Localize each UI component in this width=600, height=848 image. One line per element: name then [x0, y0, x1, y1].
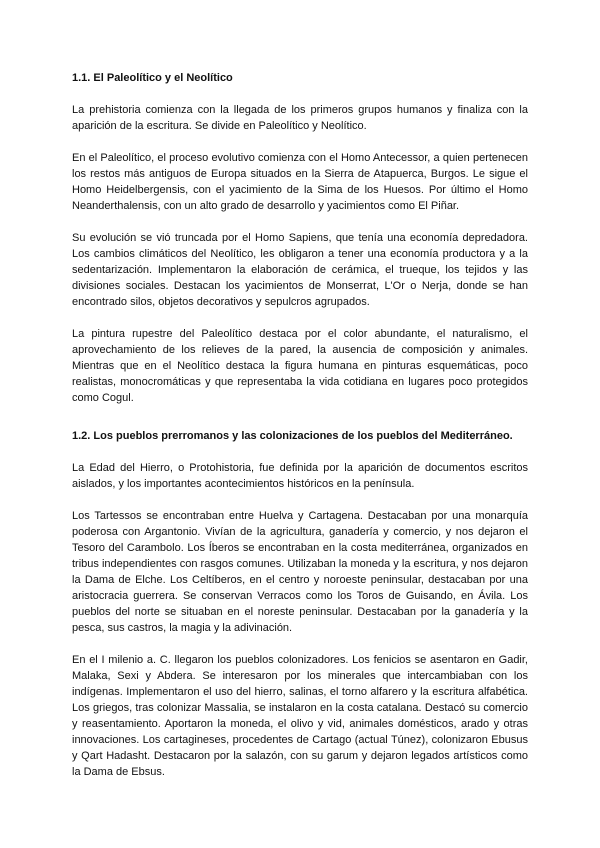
section-heading-paleolitico-neolitico: 1.1. El Paleolítico y el Neolítico	[72, 72, 233, 84]
paragraph-pueblos-indigenas: Los Tartessos se encontraban entre Huelva y Cartagena. Destacaban por una monarquía poderosa con Argantonio. Vivían de la agricultura, ganadería y comercio, y nos dejaron el Tesoro del Carambolo. Los Íberos se encontraban en la costa mediterránea, organizados en tribus independientes con rasgos comunes. Utilizaban la moneda y la escritura, y nos dejaron la Dama de Elche. Los Celtíberos, en el centro y noroeste peninsular, destacaban por una aristocracia guerrera. Se conservan Verracos como los Toros de Guisando, en Ávila. Los pueblos del norte se situaban en el noreste peninsular. Destacaban por la ganadería y la pesca, sus castros, la magia y la adivinación.	[72, 510, 528, 634]
paragraph-intro-prehistoria: La prehistoria comienza con la llegada de los primeros grupos humanos y finaliza con la aparición de la escritura. Se divide en Paleolítico y Neolítico.	[72, 104, 528, 132]
paragraph-pintura-rupestre: La pintura rupestre del Paleolítico destaca por el color abundante, el naturalismo, el aprovechamiento de los relieves de la pared, la ausencia de composición y animales. Mientras que en el Neolítico destaca la figura humana en pinturas esquemáticas, poco realistas, monocromáticas y que representaba la vida cotidiana en lugares poco protegidos como Cogul.	[72, 328, 528, 404]
paragraph-pueblos-colonizadores: En el I milenio a. C. llegaron los pueblos colonizadores. Los fenicios se asentaron en Gadir, Malaka, Sexi y Abdera. Se interesaron por los minerales que intercambiaban con los indígenas. Implementaron el uso del hierro, salinas, el torno alfarero y la escritura alfabética. Los griegos, tras colonizar Massalia, se instalaron en la costa catalana. Destacó su comercio y reasentamiento. Aportaron la moneda, el olivo y vid, animales domésticos, arado y otras innovaciones. Los cartagineses, procedentes de Cartago (actual Túnez), colonizaron Ebusus y Qart Hadasht. Destacaron por la salazón, con su garum y dejaron legados artísticos como la Dama de Ebsus.	[72, 654, 528, 778]
paragraph-paleolitico: En el Paleolítico, el proceso evolutivo comienza con el Homo Antecessor, a quien pertenecen los restos más antiguos de Europa situados en la Sierra de Atapuerca, Burgos. Le sigue el Homo Heidelbergensis, con el yacimiento de la Sima de los Huesos. Por último el Homo Neanderthalensis, con un alto grado de desarrollo y yacimientos como El Piñar.	[72, 152, 528, 212]
paragraph-edad-del-hierro: La Edad del Hierro, o Protohistoria, fue definida por la aparición de documentos escritos aislados, y los importantes acontecimientos históricos en la península.	[72, 462, 528, 490]
document-page	[72, 70, 528, 796]
paragraph-homo-sapiens-neolitico: Su evolución se vió truncada por el Homo Sapiens, que tenía una economía depredadora. Los cambios climáticos del Neolítico, les obligaron a tener una economía productora y a la sedentarización. Implementaron la elaboración de cerámica, el trueque, los tejidos y las divisiones sociales. Destacan los yacimientos de Monserrat, L'Or o Nerja, donde se han encontrado silos, objetos decorativos y sepulcros agrupados.	[72, 232, 528, 308]
section-heading-pueblos-prerromanos: 1.2. Los pueblos prerromanos y las colonizaciones de los pueblos del Mediterráneo.	[72, 430, 513, 442]
